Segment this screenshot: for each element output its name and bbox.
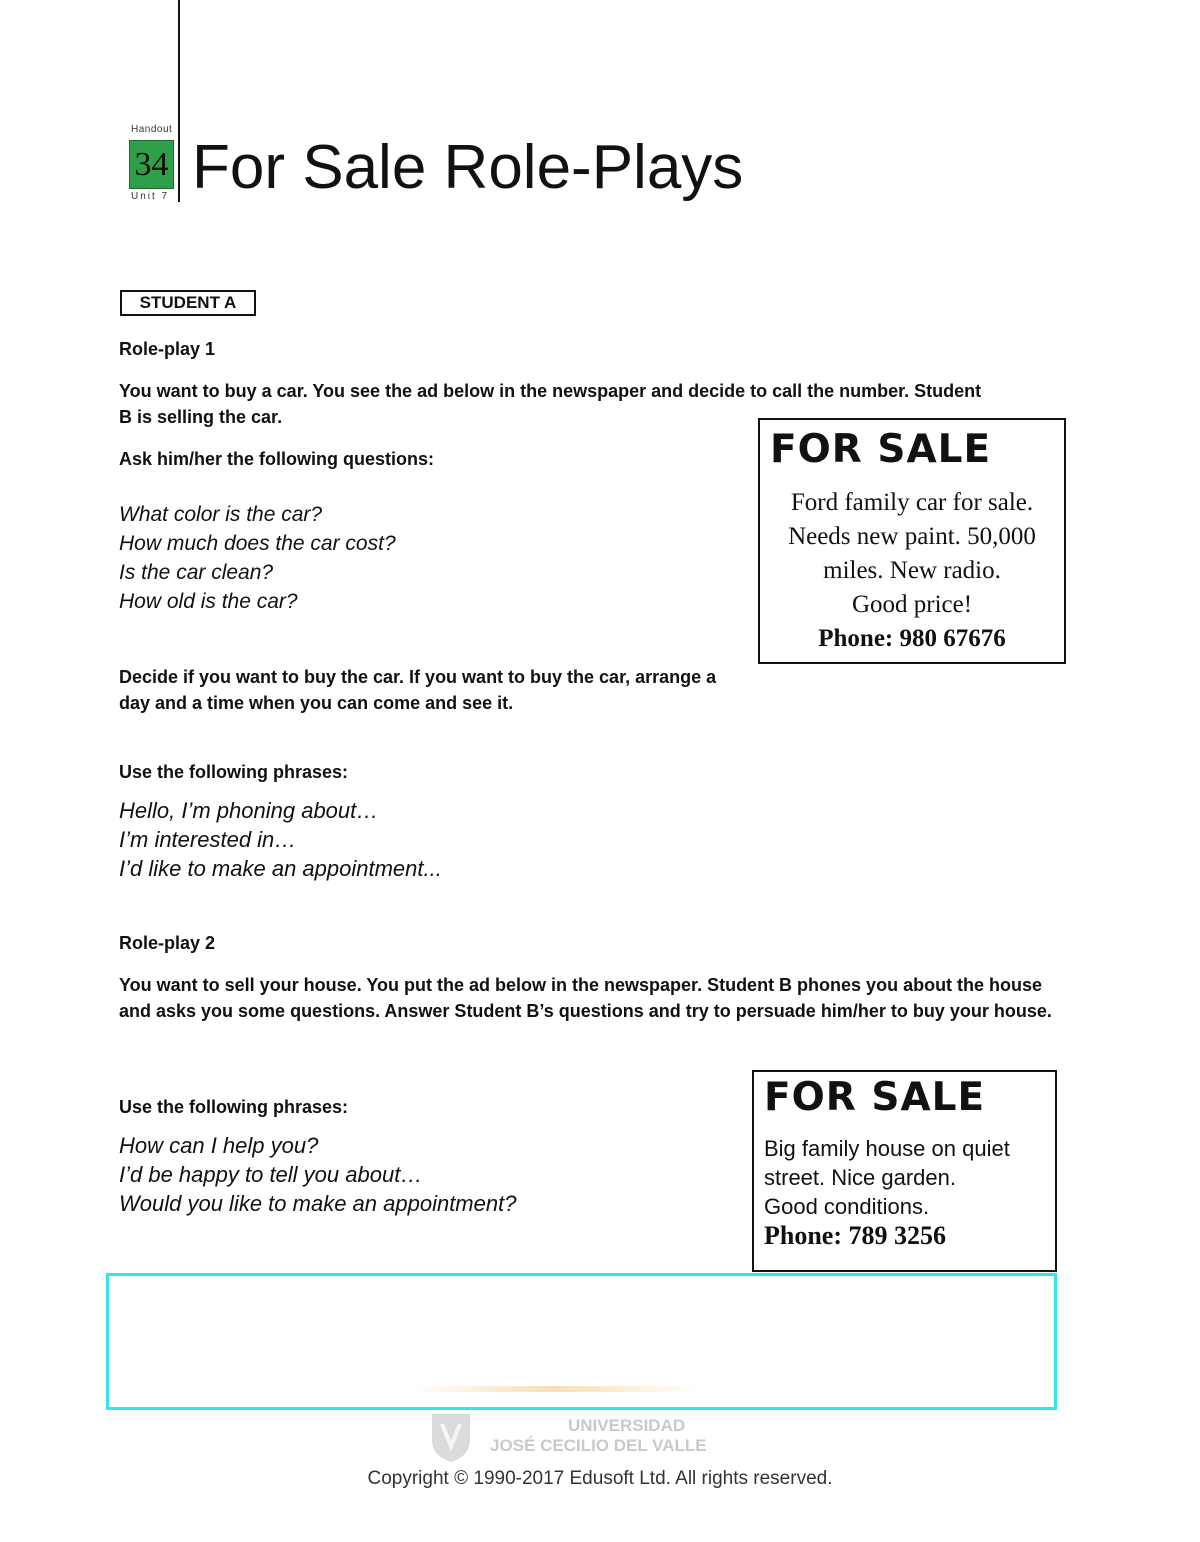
header-divider-line bbox=[178, 0, 180, 202]
list-item: I’d like to make an appointment... bbox=[119, 856, 442, 881]
student-badge: STUDENT A bbox=[120, 290, 256, 316]
list-item: Would you like to make an appointment? bbox=[119, 1191, 517, 1216]
ad-line: Good price! bbox=[851, 591, 973, 618]
list-item: What color is the car? bbox=[119, 503, 323, 526]
unit-label: Unit 7 bbox=[131, 191, 170, 202]
ad-line: Ford family car for sale. bbox=[790, 489, 1034, 516]
list-item: Is the car clean? bbox=[119, 561, 274, 584]
list-item: Hello, I’m phoning about… bbox=[119, 798, 379, 823]
ad-phone: Phone: 789 3256 bbox=[764, 1221, 946, 1250]
handout-number-badge: 34 bbox=[129, 140, 174, 189]
list-item: I’d be happy to tell you about… bbox=[119, 1162, 423, 1187]
roleplay1-heading: Role-play 1 bbox=[119, 339, 216, 359]
roleplay1-phrases bbox=[119, 796, 442, 883]
ad-line: street. Nice garden. bbox=[764, 1165, 956, 1190]
roleplay1-phrases-label: Use the following phrases: bbox=[119, 762, 349, 782]
roleplay1-intro: You want to buy a car. You see the ad below in the newspaper and decide to call the number. Student B is selling the car. bbox=[119, 381, 982, 427]
ad-body bbox=[764, 1134, 1055, 1221]
list-item: I’m interested in… bbox=[119, 827, 297, 852]
list-item: How old is the car? bbox=[119, 590, 298, 613]
page-title: For Sale Role-Plays bbox=[192, 133, 744, 202]
university-crest-icon bbox=[428, 1410, 474, 1464]
handout-label: Handout bbox=[131, 124, 173, 135]
ad-heading: FOR SALE bbox=[770, 427, 992, 472]
ad-line: Big family house on quiet bbox=[764, 1136, 1010, 1161]
roleplay2-phrases-label: Use the following phrases: bbox=[119, 1097, 349, 1117]
ad-line: Good conditions. bbox=[764, 1194, 930, 1219]
list-item: How can I help you? bbox=[119, 1133, 319, 1158]
ad-line: Needs new paint. 50,000 bbox=[788, 523, 1036, 550]
roleplay2-intro: You want to sell your house. You put the ad below in the newspaper. Student B phones you about the house and asks you some questions. Answer Student B’s questions and try to persuade him/her to buy your house. bbox=[119, 975, 1052, 1021]
roleplay2-heading: Role-play 2 bbox=[119, 933, 216, 953]
ad-line: miles. New radio. bbox=[823, 557, 1001, 584]
house-for-sale-ad bbox=[752, 1070, 1057, 1272]
roleplay1-questions bbox=[119, 500, 396, 616]
copyright-footer: Copyright © 1990-2017 Edusoft Ltd. All rights reserved. bbox=[367, 1468, 833, 1489]
watermark-line1: UNIVERSIDAD bbox=[568, 1416, 686, 1435]
decorative-glow bbox=[410, 1386, 700, 1392]
ad-body bbox=[770, 486, 1064, 622]
roleplay1-ask-label: Ask him/her the following questions: bbox=[119, 449, 435, 469]
watermark-line2: JOSÉ CECILIO DEL VALLE bbox=[490, 1436, 707, 1455]
roleplay2-phrases bbox=[119, 1131, 516, 1218]
ad-phone: Phone: 980 67676 bbox=[818, 625, 1006, 652]
roleplay1-decide: Decide if you want to buy the car. If you want to buy the car, arrange a day and a time when you can come and see it. bbox=[119, 667, 717, 713]
ad-heading: FOR SALE bbox=[764, 1075, 986, 1120]
car-for-sale-ad bbox=[758, 418, 1066, 664]
list-item: How much does the car cost? bbox=[119, 532, 396, 555]
university-watermark bbox=[490, 1416, 707, 1456]
